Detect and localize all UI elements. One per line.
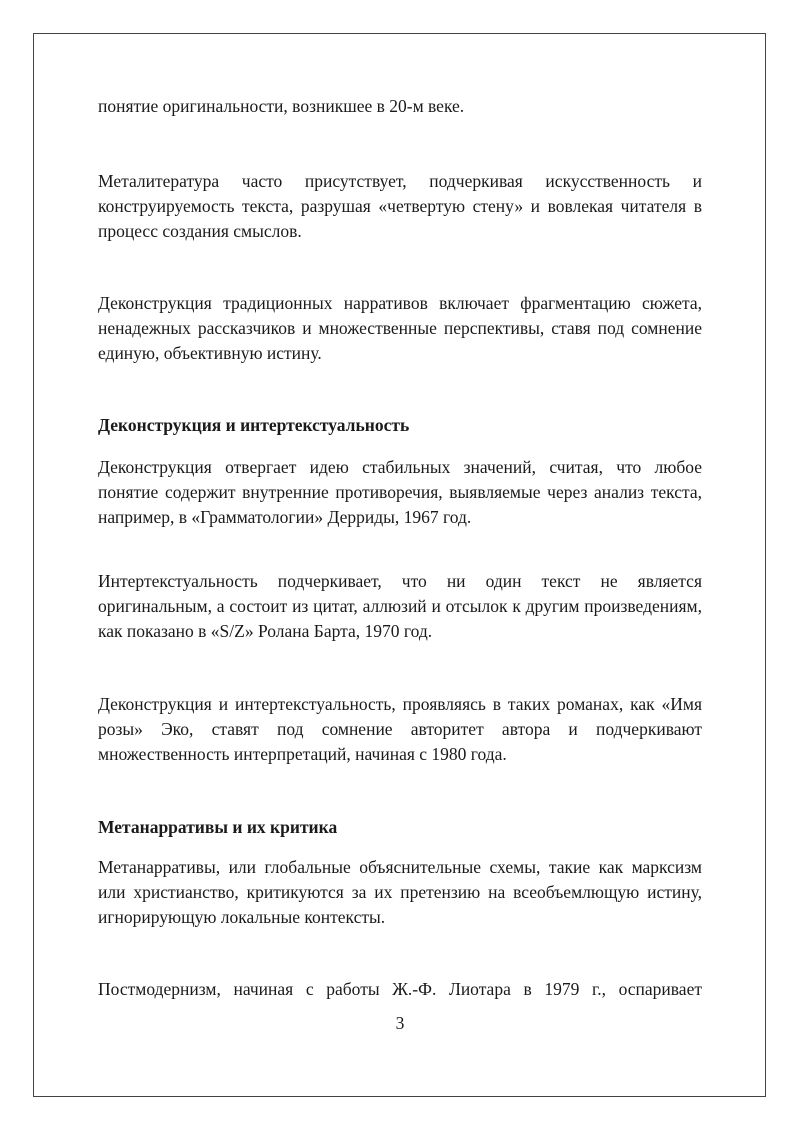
page-number: 3 — [395, 1013, 405, 1033]
paragraph-continuation: понятие оригинальности, возникшее в 20-м веке. — [98, 96, 465, 116]
paragraph-metaliterature: Металитература часто присутствует, подчеркивая искусственность и конструируемость текста, разрушая «четвертую стену» и вовлекая читателя в процесс создания смыслов. — [98, 171, 702, 241]
section-heading-deconstruction: Деконструкция и интертекстуальность — [98, 415, 410, 435]
paragraph-metanarratives: Метанарративы, или глобальные объяснительные схемы, такие как марксизм или христианство, критикуются за их претензию на всеобъемлющую истину, игнорирующую локальные контексты. — [98, 857, 702, 927]
section-heading-metanarratives: Метанарративы и их критика — [98, 817, 338, 837]
paragraph-deconstruction-narratives: Деконструкция традиционных нарративов включает фрагментацию сюжета, ненадежных рассказчиков и множественные перспективы, ставя под сомнение единую, объективную истину. — [98, 293, 702, 363]
paragraph-lyotard: Постмодернизм, начиная с работы Ж.-Ф. Лиотара в 1979 г., оспаривает — [98, 979, 702, 999]
paragraph-name-of-the-rose: Деконструкция и интертекстуальность, проявляясь в таких романах, как «Имя розы» Эко, ставят под сомнение авторитет автора и подчеркивают множественность интерпретаций, начиная с 1980 года. — [98, 694, 702, 764]
paragraph-intertextuality: Интертекстуальность подчеркивает, что ни один текст не является оригинальным, а состоит из цитат, аллюзий и отсылок к другим произведениям, как показано в «S/Z» Ролана Барта, 1970 год. — [98, 571, 702, 641]
paragraph-deconstruction-meaning: Деконструкция отвергает идею стабильных значений, считая, что любое понятие содержит внутренние противоречия, выявляемые через анализ текста, например, в «Грамматологии» Дерриды, 1967 год. — [98, 457, 702, 527]
